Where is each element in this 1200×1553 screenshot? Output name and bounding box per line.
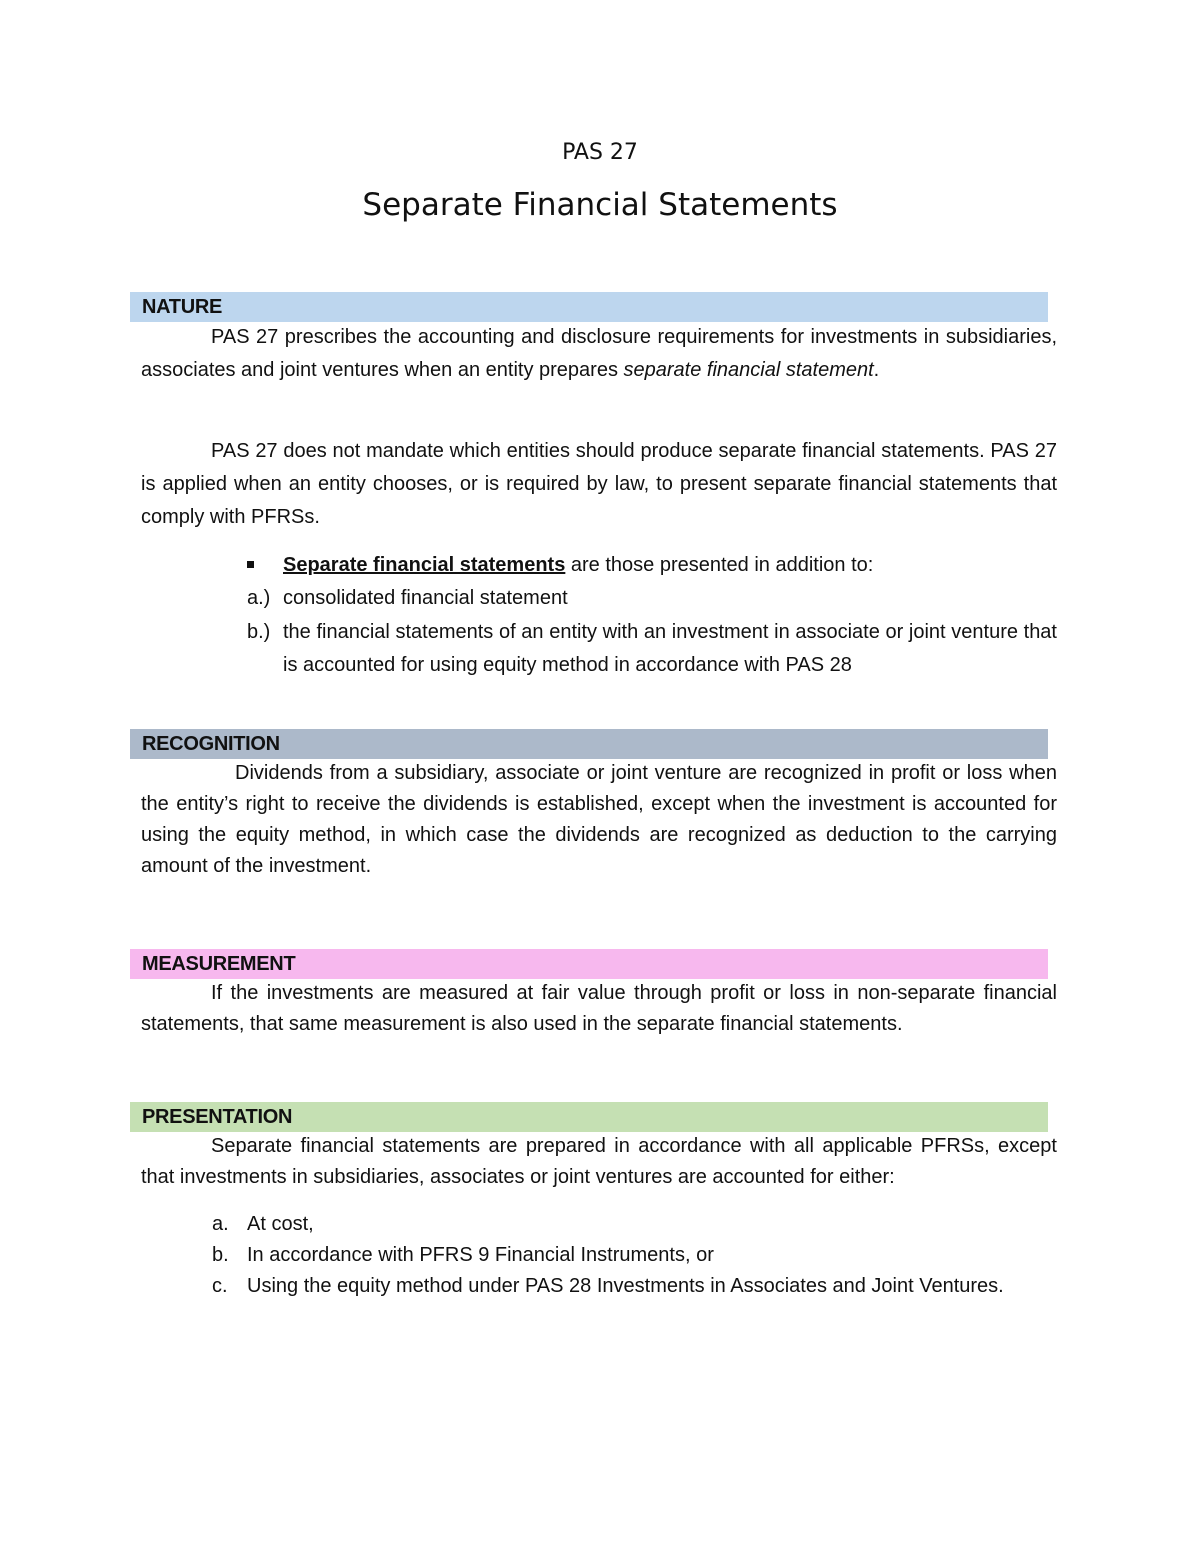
list-item-text: consolidated financial statement: [283, 587, 568, 609]
list-item-marker: a.: [212, 1213, 229, 1235]
list-item-marker: b.): [247, 621, 271, 643]
document-code: PAS 27: [562, 140, 638, 165]
list-item-text: In accordance with PFRS 9 Financial Instruments, or: [247, 1244, 714, 1266]
nature-bullet-term: Separate financial statements: [283, 554, 566, 576]
section-heading-nature: NATURE: [130, 292, 1048, 322]
section-heading-presentation: PRESENTATION: [130, 1102, 1048, 1132]
nature-paragraph-1-text: PAS 27 prescribes the accounting and disclosure requirements for investments in subsidiaries, associates and joint ventures when an entity prepares: [141, 326, 1057, 381]
list-item-marker: b.: [212, 1244, 229, 1266]
nature-bullet-text: [283, 549, 1057, 582]
measurement-paragraph: If the investments are measured at fair value through profit or loss in non-separate financial statements, that same measurement is also used in the separate financial statements.: [141, 982, 1057, 1035]
nature-bullet-rest: are those presented in addition to:: [565, 554, 874, 576]
nature-paragraph-1: [141, 321, 1057, 387]
nature-paragraph-1-end: .: [873, 359, 880, 381]
list-item-marker: c.: [212, 1275, 228, 1297]
nature-paragraph-2: PAS 27 does not mandate which entities should produce separate financial statements. PAS 27 is applied when an entity chooses, or is required by law, to present separate financial statements that comply with PFRSs.: [141, 440, 1057, 528]
list-item-text: At cost,: [247, 1213, 314, 1235]
square-bullet-icon: [247, 549, 254, 582]
section-heading-recognition: RECOGNITION: [130, 729, 1048, 759]
presentation-paragraph: Separate financial statements are prepared in accordance with all applicable PFRSs, except that investments in subsidiaries, associates or joint ventures are accounted for either:: [141, 1135, 1057, 1188]
list-item-text: Using the equity method under PAS 28 Investments in Associates and Joint Ventures.: [247, 1275, 1004, 1297]
document-title: Separate Financial Statements: [362, 187, 838, 223]
list-item-text: the financial statements of an entity with an investment in associate or joint venture that is accounted for using equity method in accordance with PAS 28: [283, 621, 1057, 676]
section-heading-measurement: MEASUREMENT: [130, 949, 1048, 979]
nature-paragraph-1-italic: separate financial statement: [623, 359, 874, 381]
recognition-paragraph: Dividends from a subsidiary, associate or joint venture are recognized in profit or loss when the entity’s right to receive the dividends is established, except when the investment is accounted for using the equity method, in which case the dividends are recognized as deduction to the carrying amount of the investment.: [141, 762, 1057, 877]
list-item-marker: a.): [247, 587, 271, 609]
